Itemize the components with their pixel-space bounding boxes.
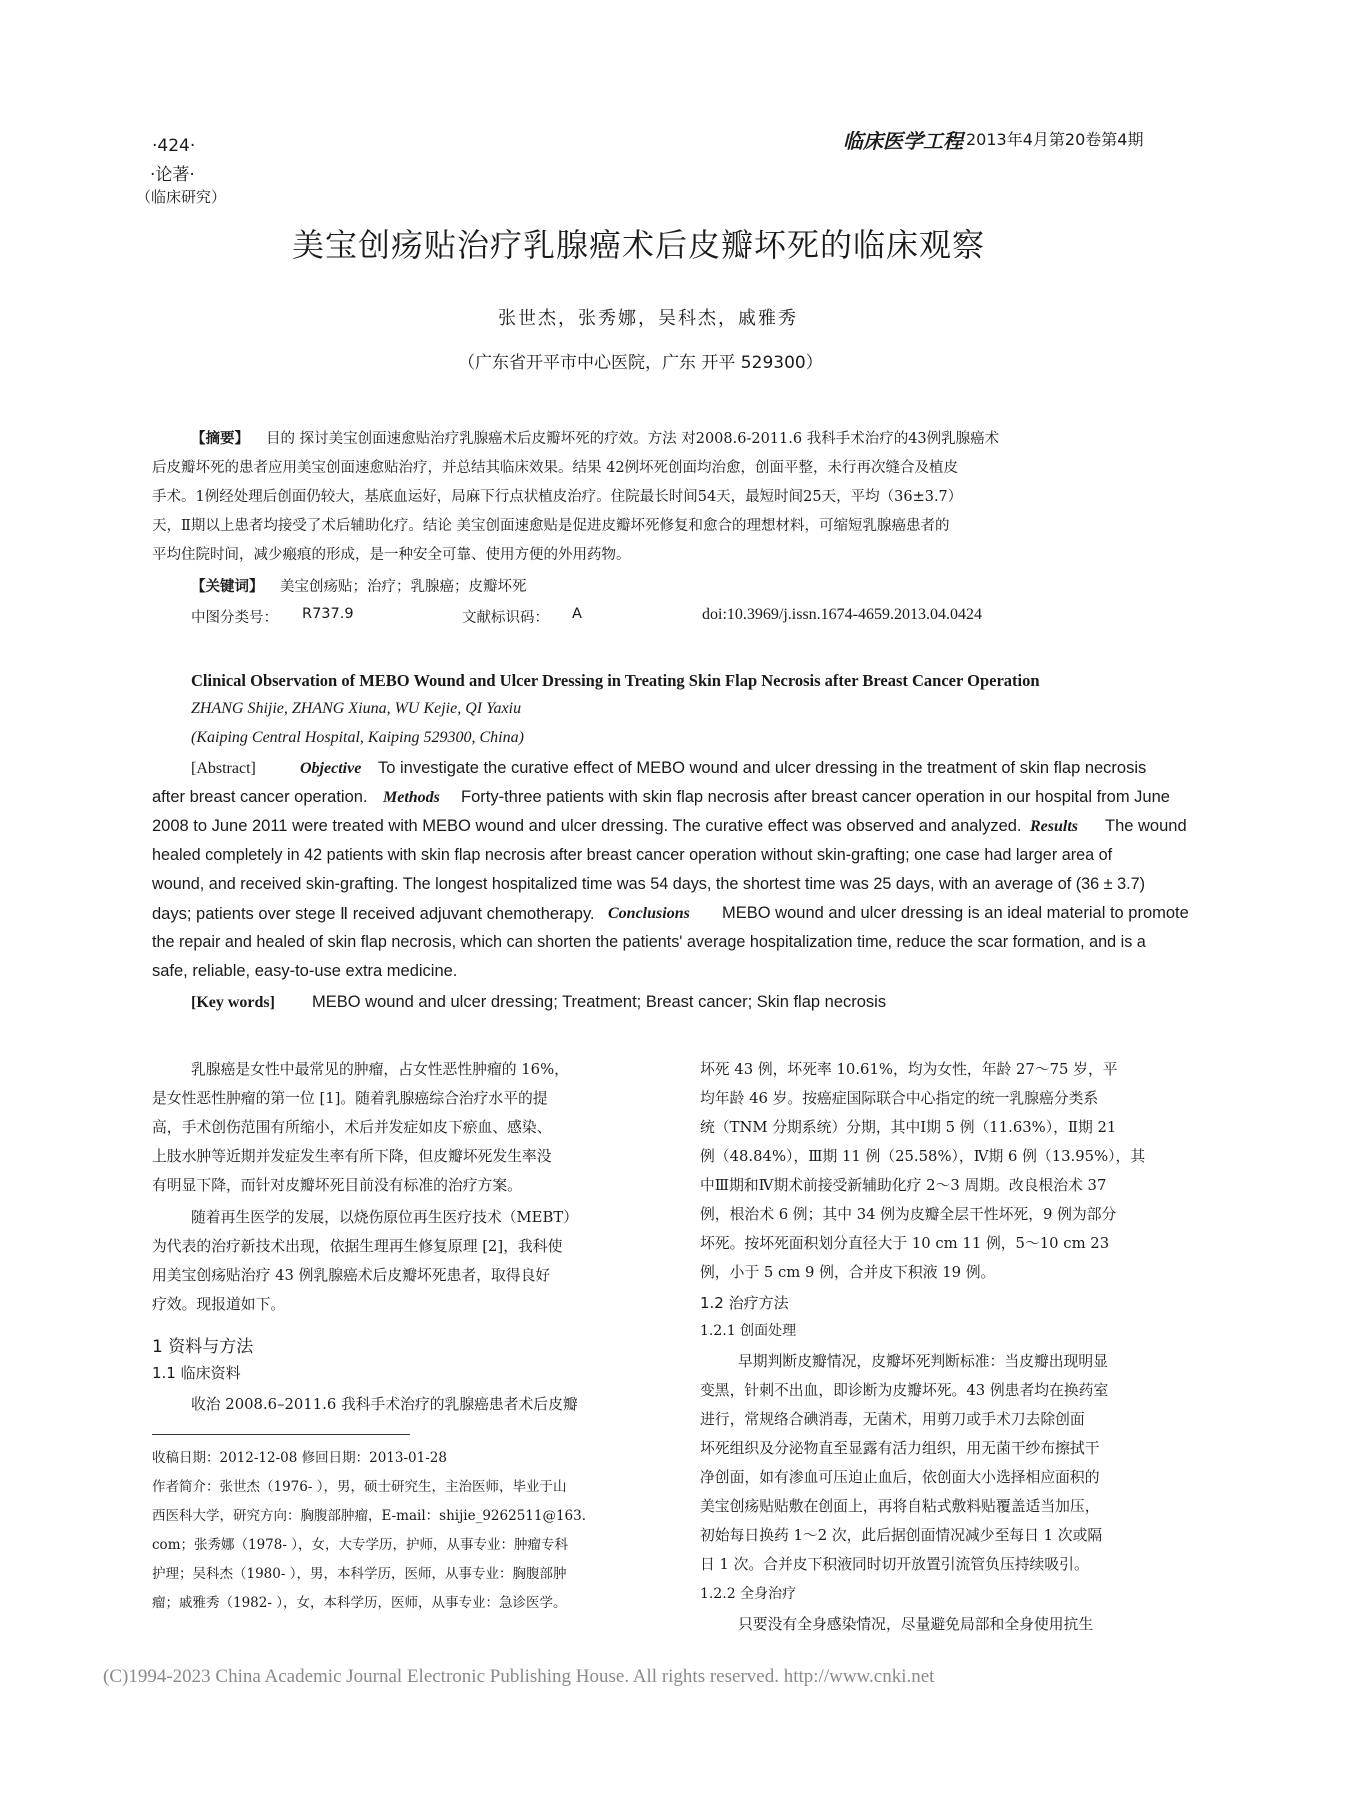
keywords-en: MEBO wound and ulcer dressing; Treatment; Breast cancer; Skin flap necrosis	[312, 993, 887, 1011]
body-line: 上肢水肿等近期并发症发生率有所下降，但皮瓣坏死发生率没	[152, 1148, 552, 1165]
keywords-label: 【关键词】	[191, 578, 264, 595]
abstract-en-line: 2008 to June 2011 were treated with MEBO wound and ulcer dressing. The curative effect was observed and analyzed.	[152, 817, 1022, 835]
clc-number: R737.9	[302, 606, 354, 622]
objective-label: Objective	[300, 760, 362, 777]
abstract-en-line: The wound	[1105, 817, 1187, 835]
issue-info: 2013年4月第20卷第4期	[966, 130, 1144, 149]
copyright-footer: (C)1994-2023 China Academic Journal Electronic Publishing House. All rights reserved. http://www.cnki.net	[103, 1666, 935, 1687]
footnote-line: 护理；吴科杰（1980- ），男，本科学历，医师，从事专业：胸腹部肿	[152, 1566, 567, 1582]
body-line: 随着再生医学的发展，以烧伤原位再生医疗技术（MEBT）	[191, 1209, 579, 1226]
doc-code-label: 文献标识码：	[462, 610, 549, 626]
footnote-line: com；张秀娜（1978- ），女，大专学历，护师，从事专业：肿瘤专科	[152, 1537, 568, 1553]
keywords-en-label: [Key words]	[191, 994, 275, 1011]
abstract-en-line: healed completely in 42 patients with skin flap necrosis after breast cancer operation without skin-grafting; one case had larger area of	[152, 846, 1113, 864]
body-line: 收治 2008.6–2011.6 我科手术治疗的乳腺癌患者术后皮瓣	[191, 1396, 578, 1413]
footnote-line: 收稿日期：2012-12-08 修回日期：2013-01-28	[152, 1450, 447, 1466]
body-line: 只要没有全身感染情况，尽量避免局部和全身使用抗生	[738, 1616, 1094, 1633]
body-line: 是女性恶性肿瘤的第一位 [1]。随着乳腺癌综合治疗水平的提	[152, 1090, 548, 1107]
english-authors: ZHANG Shijie, ZHANG Xiuna, WU Kejie, QI Yaxiu	[191, 700, 522, 717]
body-line: 统（TNM 分期系统）分期，其中Ⅰ期 5 例（11.63%），Ⅱ期 21	[700, 1119, 1117, 1136]
body-line: 坏死。按坏死面积划分直径大于 10 cm 11 例，5～10 cm 23	[700, 1235, 1110, 1252]
body-line: 乳腺癌是女性中最常见的肿瘤，占女性恶性肿瘤的 16%，	[191, 1061, 569, 1078]
footnote-line: 作者简介：张世杰（1976- ），男，硕士研究生，主治医师，毕业于山	[152, 1479, 567, 1495]
abstract-cn-line: 后皮瓣坏死的患者应用美宝创面速愈贴治疗，并总结其临床效果。结果 42例坏死创面均治愈，创面平整，未行再次缝合及植皮	[152, 460, 959, 476]
subsubsection-heading: 1.2.1 创面处理	[700, 1323, 797, 1339]
keywords-cn: 美宝创疡贴；治疗；乳腺癌；皮瓣坏死	[280, 579, 527, 595]
body-line: 坏死 43 例，坏死率 10.61%，均为女性，年龄 27～75 岁，平	[700, 1061, 1118, 1078]
body-line: 坏死组织及分泌物直至显露有活力组织，用无菌干纱布擦拭干	[700, 1440, 1100, 1457]
body-line: 高，手术创伤范围有所缩小，术后并发症如皮下瘀血、感染、	[152, 1119, 552, 1136]
abstract-en-line: MEBO wound and ulcer dressing is an ideal material to promote	[722, 904, 1189, 922]
section-heading: 1 资料与方法	[152, 1337, 254, 1357]
abstract-en-line: safe, reliable, easy-to-use extra medicine.	[152, 962, 458, 980]
body-line: 进行，常规络合碘消毒，无菌术，用剪刀或手术刀去除创面	[700, 1411, 1085, 1428]
abstract-en-line: days; patients over stege Ⅱ received adjuvant chemotherapy.	[152, 905, 595, 923]
abstract-en-line: wound, and received skin-grafting. The longest hospitalized time was 54 days, the shortest time was 25 days, with an average of (36 ± 3.7)	[152, 875, 1145, 893]
body-line: 变黑，针刺不出血，即诊断为皮瓣坏死。43 例患者均在换药室	[700, 1382, 1109, 1399]
footnote-line: 西医科大学，研究方向：胸腹部肿瘤，E-mail：shijie_9262511@163.	[152, 1508, 587, 1524]
footnote-divider	[152, 1434, 410, 1435]
body-line: 例（48.84%），Ⅲ期 11 例（25.58%），Ⅳ期 6 例（13.95%），其	[700, 1148, 1146, 1165]
clc-label: 中图分类号：	[191, 610, 278, 626]
body-line: 中Ⅲ期和Ⅳ期术前接受新辅助化疗 2～3 周期。改良根治术 37	[700, 1177, 1107, 1194]
abstract-en-line: the repair and healed of skin flap necrosis, which can shorten the patients' average hospitalization time, reduce the scar formation, and is a	[152, 933, 1146, 951]
english-title: Clinical Observation of MEBO Wound and Ulcer Dressing in Treating Skin Flap Necrosis after Breast Cancer Operation	[191, 671, 1040, 690]
abstract-en-line: after breast cancer operation.	[152, 788, 368, 806]
abstract-en-line: Forty-three patients with skin flap necrosis after breast cancer operation in our hospital from June	[461, 788, 1170, 806]
body-line: 初始每日换药 1～2 次，此后据创面情况减少至每日 1 次或隔	[700, 1527, 1103, 1544]
authors: 张世杰，张秀娜，吴科杰，戚雅秀	[498, 308, 798, 329]
body-line: 日 1 次。合并皮下积液同时切开放置引流管负压持续吸引。	[700, 1556, 1089, 1573]
body-line: 均年龄 46 岁。按癌症国际联合中心指定的统一乳腺癌分类系	[700, 1090, 1099, 1107]
body-line: 用美宝创疡贴治疗 43 例乳腺癌术后皮瓣坏死患者，取得良好	[152, 1267, 551, 1284]
subsection-heading: 1.2 治疗方法	[700, 1294, 789, 1312]
abstract-en-label: [Abstract]	[191, 760, 256, 777]
body-line: 为代表的治疗新技术出现，依据生理再生修复原理 [2]，我科使	[152, 1238, 563, 1255]
results-label: Results	[1030, 818, 1079, 835]
subsection-heading: 1.1 临床资料	[152, 1364, 241, 1382]
body-line: 净创面，如有渗血可压迫止血后，依创面大小选择相应面积的	[700, 1469, 1100, 1486]
doi: doi:10.3969/j.issn.1674-4659.2013.04.0424	[702, 606, 983, 623]
english-affiliation: (Kaiping Central Hospital, Kaiping 529300, China)	[191, 729, 524, 746]
abstract-cn-line: 天，Ⅱ期以上患者均接受了术后辅助化疗。结论 美宝创面速愈贴是促进皮瓣坏死修复和愈合的理想材料，可缩短乳腺癌患者的	[152, 518, 950, 534]
page-number: ·424·	[152, 136, 196, 156]
abstract-cn-line: 手术。1例经处理后创面仍较大，基底血运好，局麻下行点状植皮治疗。住院最长时间54天，最短时间25天，平均（36±3.7）	[152, 489, 963, 505]
body-line: 早期判断皮瓣情况，皮瓣坏死判断标准：当皮瓣出现明显	[738, 1353, 1108, 1370]
doc-code: A	[572, 606, 582, 622]
abstract-en-line: To investigate the curative effect of MEBO wound and ulcer dressing in the treatment of skin flap necrosis	[378, 759, 1147, 777]
body-line: 疗效。现报道如下。	[152, 1296, 286, 1313]
page-title: 美宝创疡贴治疗乳腺癌术后皮瓣坏死的临床观察	[292, 226, 986, 264]
abstract-label: 【摘要】	[191, 430, 249, 447]
body-line: 例，根治术 6 例；其中 34 例为皮瓣全层干性坏死，9 例为部分	[700, 1206, 1117, 1223]
journal-name: 临床医学工程	[843, 129, 963, 153]
body-line: 美宝创疡贴贴敷在创面上，再将自粘式敷料贴覆盖适当加压，	[700, 1498, 1100, 1515]
abstract-cn-line: 目的 探讨美宝创面速愈贴治疗乳腺癌术后皮瓣坏死的疗效。方法 对2008.6-2011.6 我科手术治疗的43例乳腺癌术	[266, 431, 1000, 447]
body-line: 例，小于 5 cm 9 例，合并皮下积液 19 例。	[700, 1264, 996, 1281]
subsubsection-heading: 1.2.2 全身治疗	[700, 1586, 797, 1602]
subsection-label: （临床研究）	[136, 188, 227, 206]
abstract-cn-line: 平均住院时间，减少瘢痕的形成，是一种安全可靠、使用方便的外用药物。	[152, 547, 631, 563]
methods-label: Methods	[383, 789, 440, 806]
footnote-line: 瘤；戚雅秀（1982- ），女，本科学历，医师，从事专业：急诊医学。	[152, 1595, 567, 1611]
conclusions-label: Conclusions	[608, 905, 690, 922]
affiliation: （广东省开平市中心医院，广东 开平 529300）	[458, 353, 823, 373]
section-label: ·论著·	[150, 165, 195, 185]
body-line: 有明显下降，而针对皮瓣坏死目前没有标准的治疗方案。	[152, 1177, 522, 1194]
